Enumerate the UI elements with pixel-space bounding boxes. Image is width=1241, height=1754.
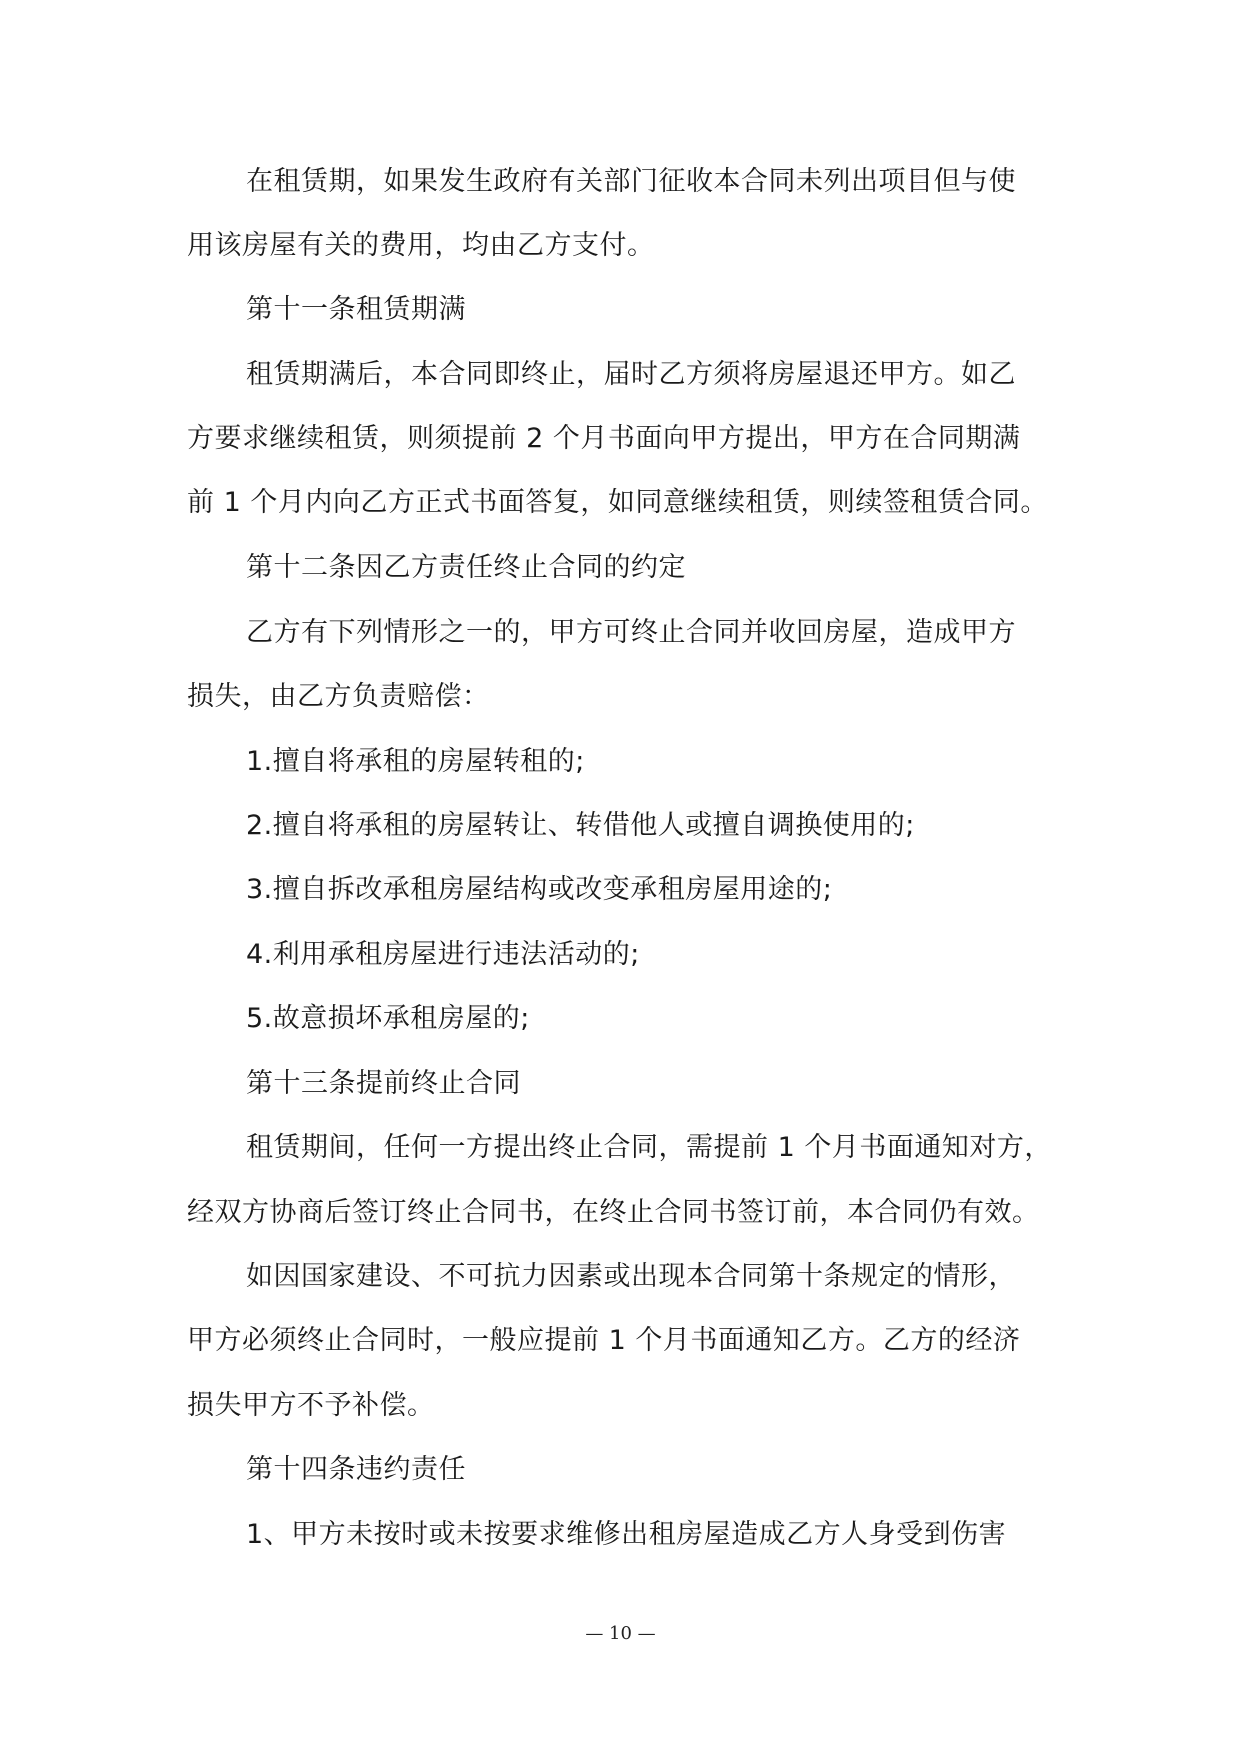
section-heading: 第十一条租赁期满: [246, 294, 466, 325]
paragraph-line: 前 1 个月内向乙方正式书面答复，如同意继续租赁，则续签租赁合同。: [187, 487, 1048, 518]
paragraph-line: 乙方有下列情形之一的，甲方可终止合同并收回房屋，造成甲方: [246, 617, 1016, 648]
list-item: 1.擅自将承租的房屋转租的;: [246, 746, 585, 777]
section-heading: 第十二条因乙方责任终止合同的约定: [246, 552, 686, 583]
paragraph-line: 如因国家建设、不可抗力因素或出现本合同第十条规定的情形，: [246, 1261, 1016, 1292]
section-heading: 第十三条提前终止合同: [246, 1068, 521, 1099]
paragraph-line: 租赁期满后，本合同即终止，届时乙方须将房屋退还甲方。如乙: [246, 359, 1016, 390]
paragraph-line: 用该房屋有关的费用，均由乙方支付。: [187, 230, 655, 261]
paragraph-line: 方要求继续租赁，则须提前 2 个月书面向甲方提出，甲方在合同期满: [187, 423, 1021, 454]
list-item: 1、甲方未按时或未按要求维修出租房屋造成乙方人身受到伤害: [246, 1519, 1007, 1550]
paragraph-line: 损失甲方不予补偿。: [187, 1390, 435, 1421]
paragraph-line: 租赁期间，任何一方提出终止合同，需提前 1 个月书面通知对方，: [246, 1132, 1052, 1163]
section-heading: 第十四条违约责任: [246, 1454, 466, 1485]
paragraph-line: 损失，由乙方负责赔偿：: [187, 681, 490, 712]
list-item: 3.擅自拆改承租房屋结构或改变承租房屋用途的;: [246, 874, 833, 905]
paragraph-line: 甲方必须终止合同时，一般应提前 1 个月书面通知乙方。乙方的经济: [187, 1325, 1021, 1356]
list-item: 2.擅自将承租的房屋转让、转借他人或擅自调换使用的;: [246, 810, 915, 841]
paragraph-line: 经双方协商后签订终止合同书，在终止合同书签订前，本合同仍有效。: [187, 1197, 1040, 1228]
list-item: 5.故意损坏承租房屋的;: [246, 1003, 530, 1034]
paragraph-line: 在租赁期，如果发生政府有关部门征收本合同未列出项目但与使: [246, 166, 1016, 197]
list-item: 4.利用承租房屋进行违法活动的;: [246, 939, 640, 970]
page-number: — 10 —: [585, 1623, 656, 1644]
